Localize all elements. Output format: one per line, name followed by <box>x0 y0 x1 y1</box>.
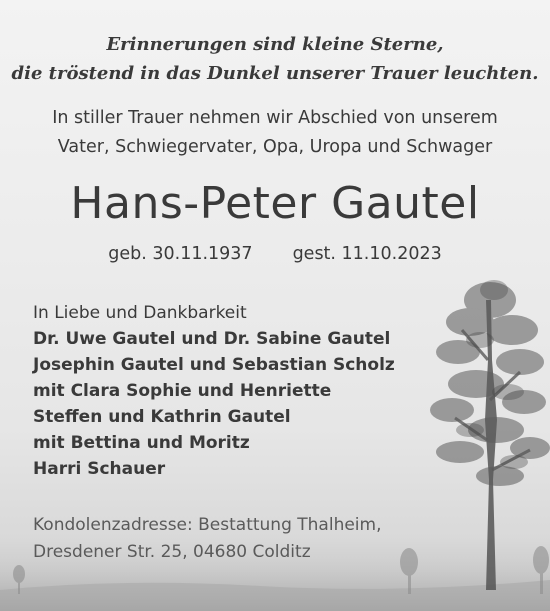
intro-line: Vater, Schwiegervater, Opa, Uropa und Schwager <box>57 137 493 157</box>
intro-line: In stiller Trauer nehmen wir Abschied von unserem <box>52 108 498 128</box>
memorial-quote <box>0 30 550 88</box>
quote-line: die tröstend in das Dunkel unserer Trauer leuchten. <box>11 63 539 84</box>
mourner-line: mit Clara Sophie und Henriette <box>33 381 332 401</box>
death-date: gest. 11.10.2023 <box>292 244 442 264</box>
mourners-lead: In Liebe und Dankbarkeit <box>33 303 247 323</box>
deceased-name: Hans-Peter Gautel <box>70 178 480 229</box>
farewell-intro <box>0 104 550 162</box>
birth-date: geb. 30.11.1937 <box>108 244 253 264</box>
mourners-list <box>33 300 453 482</box>
quote-line: Erinnerungen sind kleine Sterne, <box>106 34 444 55</box>
address-line: Kondolenzadresse: Bestattung Thalheim, <box>33 515 382 535</box>
condolence-address <box>33 512 503 566</box>
mourner-line: Dr. Uwe Gautel und Dr. Sabine Gautel <box>33 329 391 349</box>
mourner-line: mit Bettina und Moritz <box>33 433 250 453</box>
mourner-line: Harri Schauer <box>33 459 166 479</box>
mourner-line: Steffen und Kathrin Gautel <box>33 407 291 427</box>
address-line: Dresdener Str. 25, 04680 Colditz <box>33 542 311 562</box>
life-dates <box>0 240 550 268</box>
mourner-line: Josephin Gautel und Sebastian Scholz <box>33 355 395 375</box>
